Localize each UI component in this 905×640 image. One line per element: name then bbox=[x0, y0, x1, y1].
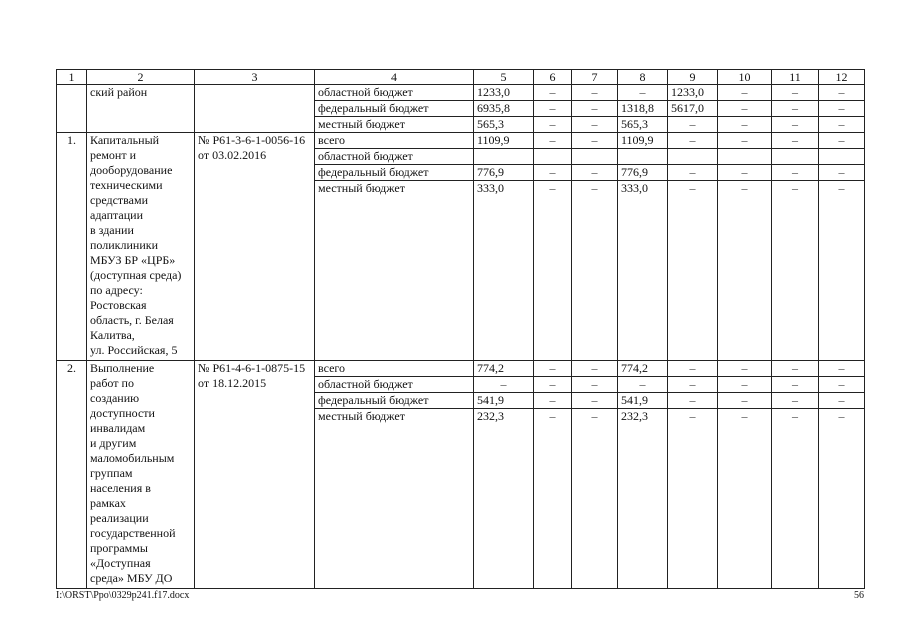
value-cell: 565,3 bbox=[618, 117, 668, 133]
description-line: государственной bbox=[90, 526, 176, 540]
description-line: ский район bbox=[90, 85, 148, 99]
value-cell: – bbox=[718, 409, 772, 589]
value-cell: – bbox=[772, 101, 819, 117]
value-cell: – bbox=[819, 133, 865, 149]
budget-source-label: местный бюджет bbox=[315, 181, 474, 361]
value-cell: – bbox=[668, 409, 718, 589]
description-line: доступности bbox=[90, 406, 155, 420]
value-cell: – bbox=[572, 361, 618, 377]
table-row bbox=[57, 133, 865, 149]
page-number: 56 bbox=[854, 590, 864, 601]
value-cell: – bbox=[668, 377, 718, 393]
value-cell: – bbox=[668, 165, 718, 181]
value-cell: – bbox=[572, 377, 618, 393]
value-cell bbox=[534, 149, 572, 165]
value-cell bbox=[474, 149, 534, 165]
value-cell: – bbox=[534, 101, 572, 117]
value-cell: – bbox=[474, 377, 534, 393]
description-line: дооборудование bbox=[90, 163, 173, 177]
value-cell: 333,0 bbox=[474, 181, 534, 361]
value-cell: – bbox=[534, 133, 572, 149]
description-line: созданию bbox=[90, 391, 140, 405]
value-cell: – bbox=[534, 377, 572, 393]
value-cell bbox=[819, 149, 865, 165]
value-cell: – bbox=[819, 101, 865, 117]
header-row bbox=[57, 70, 865, 85]
header-cell: 8 bbox=[618, 70, 668, 85]
header-cell: 12 bbox=[819, 70, 865, 85]
value-cell: – bbox=[772, 85, 819, 101]
value-cell: – bbox=[572, 409, 618, 589]
value-cell: – bbox=[534, 85, 572, 101]
description-line: группам bbox=[90, 466, 133, 480]
value-cell: – bbox=[718, 117, 772, 133]
description-line: среда» МБУ ДО bbox=[90, 571, 173, 585]
value-cell: – bbox=[534, 165, 572, 181]
value-cell: – bbox=[618, 85, 668, 101]
value-cell: – bbox=[718, 85, 772, 101]
description-line: ремонт и bbox=[90, 148, 137, 162]
description-line: маломобильным bbox=[90, 451, 175, 465]
description-line: рамках bbox=[90, 496, 126, 510]
value-cell bbox=[618, 149, 668, 165]
value-cell: 1109,9 bbox=[474, 133, 534, 149]
budget-source-label: местный бюджет bbox=[315, 117, 474, 133]
value-cell: – bbox=[572, 133, 618, 149]
value-cell: – bbox=[718, 101, 772, 117]
value-cell: 776,9 bbox=[474, 165, 534, 181]
value-cell: – bbox=[718, 377, 772, 393]
value-cell: – bbox=[819, 181, 865, 361]
budget-table bbox=[56, 69, 865, 589]
value-cell: – bbox=[534, 361, 572, 377]
value-cell: – bbox=[534, 393, 572, 409]
value-cell: – bbox=[718, 181, 772, 361]
value-cell: – bbox=[819, 377, 865, 393]
budget-source-label: федеральный бюджет bbox=[315, 165, 474, 181]
value-cell: 774,2 bbox=[474, 361, 534, 377]
description-line: инвалидам bbox=[90, 421, 146, 435]
value-cell: – bbox=[772, 181, 819, 361]
value-cell: – bbox=[718, 165, 772, 181]
value-cell bbox=[772, 149, 819, 165]
value-cell: 541,9 bbox=[618, 393, 668, 409]
table-row bbox=[57, 361, 865, 377]
value-cell: 1233,0 bbox=[474, 85, 534, 101]
value-cell: – bbox=[668, 181, 718, 361]
value-cell: 565,3 bbox=[474, 117, 534, 133]
description-line: адаптации bbox=[90, 208, 144, 222]
header-cell: 5 bbox=[474, 70, 534, 85]
value-cell: – bbox=[772, 361, 819, 377]
value-cell: – bbox=[572, 165, 618, 181]
description-line: «Доступная bbox=[90, 556, 151, 570]
value-cell: 1318,8 bbox=[618, 101, 668, 117]
budget-source-label: федеральный бюджет bbox=[315, 101, 474, 117]
value-cell: 541,9 bbox=[474, 393, 534, 409]
value-cell: 774,2 bbox=[618, 361, 668, 377]
value-cell: 776,9 bbox=[618, 165, 668, 181]
row-index: 2. bbox=[57, 361, 87, 589]
value-cell: – bbox=[668, 133, 718, 149]
value-cell: – bbox=[572, 393, 618, 409]
value-cell: – bbox=[772, 133, 819, 149]
value-cell bbox=[668, 149, 718, 165]
document-line: № Р61-4-6-1-0875-15 bbox=[198, 361, 306, 375]
description-line: реализации bbox=[90, 511, 149, 525]
header-cell: 10 bbox=[718, 70, 772, 85]
document-reference bbox=[195, 133, 315, 361]
header-cell: 4 bbox=[315, 70, 474, 85]
budget-source-label: местный бюджет bbox=[315, 409, 474, 589]
document-reference bbox=[195, 361, 315, 589]
description-line: программы bbox=[90, 541, 148, 555]
header-cell: 1 bbox=[57, 70, 87, 85]
value-cell: – bbox=[819, 117, 865, 133]
value-cell: 5617,0 bbox=[668, 101, 718, 117]
value-cell: 232,3 bbox=[618, 409, 668, 589]
value-cell: – bbox=[772, 377, 819, 393]
description-line: (доступная среда) bbox=[90, 268, 182, 282]
value-cell: – bbox=[572, 117, 618, 133]
table-body bbox=[57, 85, 865, 589]
object-description bbox=[87, 85, 195, 133]
row-index: 1. bbox=[57, 133, 87, 361]
file-path: I:\ORST\Ppo\0329p241.f17.docx bbox=[56, 590, 190, 601]
description-line: в здании bbox=[90, 223, 134, 237]
description-line: поликлиники bbox=[90, 238, 159, 252]
header-cell: 7 bbox=[572, 70, 618, 85]
description-line: область, г. Белая bbox=[90, 313, 174, 327]
description-line: населения в bbox=[90, 481, 151, 495]
description-line: по адресу: bbox=[90, 283, 143, 297]
budget-source-label: областной бюджет bbox=[315, 85, 474, 101]
value-cell: 1233,0 bbox=[668, 85, 718, 101]
value-cell: – bbox=[668, 117, 718, 133]
budget-source-label: всего bbox=[315, 361, 474, 377]
budget-source-label: всего bbox=[315, 133, 474, 149]
value-cell: – bbox=[572, 85, 618, 101]
header-cell: 2 bbox=[87, 70, 195, 85]
description-line: и другим bbox=[90, 436, 137, 450]
value-cell: – bbox=[618, 377, 668, 393]
description-line: Капитальный bbox=[90, 133, 160, 147]
description-line: Выполнение bbox=[90, 361, 155, 375]
value-cell bbox=[718, 149, 772, 165]
description-line: работ по bbox=[90, 376, 134, 390]
value-cell: – bbox=[534, 409, 572, 589]
row-index bbox=[57, 85, 87, 133]
header-cell: 3 bbox=[195, 70, 315, 85]
value-cell: – bbox=[819, 361, 865, 377]
object-description bbox=[87, 361, 195, 589]
value-cell: – bbox=[819, 165, 865, 181]
header-cell: 9 bbox=[668, 70, 718, 85]
value-cell: 6935,8 bbox=[474, 101, 534, 117]
description-line: МБУЗ БР «ЦРБ» bbox=[90, 253, 176, 267]
value-cell: 333,0 bbox=[618, 181, 668, 361]
document-line: от 03.02.2016 bbox=[198, 148, 267, 162]
value-cell: 232,3 bbox=[474, 409, 534, 589]
value-cell: – bbox=[819, 85, 865, 101]
description-line: Калитва, bbox=[90, 328, 135, 342]
header-cell: 6 bbox=[534, 70, 572, 85]
document-line: от 18.12.2015 bbox=[198, 376, 267, 390]
value-cell: 1109,9 bbox=[618, 133, 668, 149]
description-line: средствами bbox=[90, 193, 149, 207]
value-cell: – bbox=[572, 181, 618, 361]
budget-source-label: федеральный бюджет bbox=[315, 393, 474, 409]
description-line: ул. Российская, 5 bbox=[90, 343, 178, 357]
document-line: № Р61-3-6-1-0056-16 bbox=[198, 133, 306, 147]
value-cell: – bbox=[718, 393, 772, 409]
table-row bbox=[57, 85, 865, 101]
value-cell: – bbox=[534, 181, 572, 361]
value-cell: – bbox=[772, 409, 819, 589]
description-line: техническими bbox=[90, 178, 163, 192]
header-cell: 11 bbox=[772, 70, 819, 85]
budget-source-label: областной бюджет bbox=[315, 377, 474, 393]
value-cell: – bbox=[718, 361, 772, 377]
value-cell: – bbox=[819, 393, 865, 409]
value-cell: – bbox=[668, 393, 718, 409]
object-description bbox=[87, 133, 195, 361]
value-cell: – bbox=[772, 117, 819, 133]
value-cell: – bbox=[718, 133, 772, 149]
value-cell: – bbox=[668, 361, 718, 377]
value-cell bbox=[572, 149, 618, 165]
value-cell: – bbox=[534, 117, 572, 133]
description-line: Ростовская bbox=[90, 298, 147, 312]
value-cell: – bbox=[819, 409, 865, 589]
value-cell: – bbox=[572, 101, 618, 117]
value-cell: – bbox=[772, 165, 819, 181]
value-cell: – bbox=[772, 393, 819, 409]
budget-source-label: областной бюджет bbox=[315, 149, 474, 165]
document-reference bbox=[195, 85, 315, 133]
